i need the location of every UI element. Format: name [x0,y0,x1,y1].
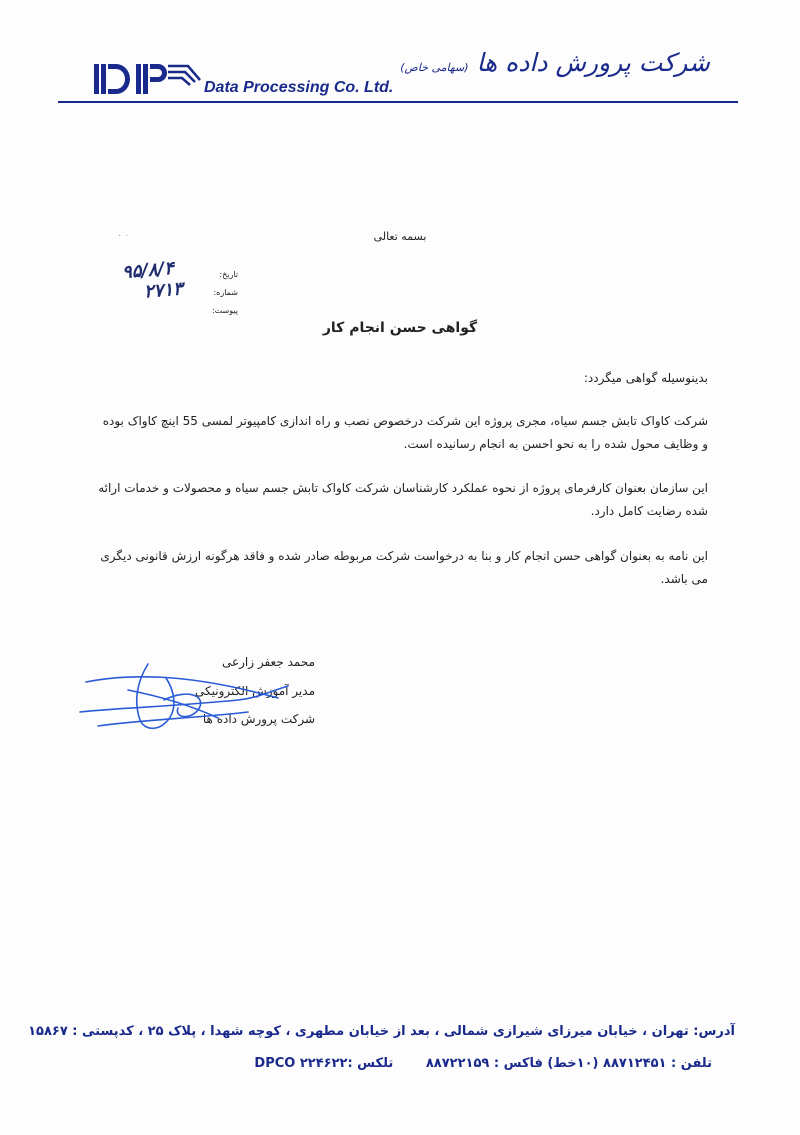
dp-logo [92,62,204,96]
number-label: شماره: [213,288,238,297]
paragraph-1: شرکت کاواک تابش جسم سیاه، مجری پروژه این شرکت درخصوص نصب و راه اندازی کامپیوتر لمسی 55 اینچ کاواک بوده و وظایف محول شده را به نحو احسن به انجام رسانیده است. [102,414,708,451]
number-value: ۲۷۱۳ [143,278,184,303]
signer-company: شرکت پرورش داده ها [202,712,315,726]
paragraph-3: این نامه به بعنوان گواهی حسن انجام کار و بنا به درخواست شرکت مربوطه صادر شده و فاقد هرگونه ارزش قانونی دیگری می باشد. [100,549,708,586]
date-label: تاریخ: [219,270,238,279]
paragraph-2: این سازمان بعنوان کارفرمای پروژه از نحوه عملکرد کارشناسان شرکت کاواک تابش جسم سیاه و محصولات و خدمات ارائه شده رضایت کامل دارد. [98,481,708,518]
signer-name: محمد جعفر زارعی [221,655,315,669]
signer-role: مدیر آموزش الکترونیکی [195,684,315,698]
date-value: ۹۵/۸/۴ [121,257,175,284]
footer-phone-fax: تلفن : ۸۸۷۱۲۴۵۱ (۱۰خط) فاکس : ۸۸۷۲۲۱۵۹ [425,1056,712,1071]
attachment-label: پیوست: [211,306,238,315]
company-name-fa [400,48,710,77]
bismillah-heading: بسمه تعالی [373,230,427,243]
document-title: گواهی حسن انجام کار [322,320,478,336]
company-name-fa-main: شرکت پرورش داده ها [476,48,710,77]
footer-address: آدرس: تهران ، خیابان میرزای شیرازی شمالی ، بعد از خیابان مطهری ، کوچه شهدا ، پلاک ۲۵ ، کدپستی : ۱۵۸۶۷ [28,1024,735,1039]
intro-line: بدینوسیله گواهی میگردد: [583,371,708,385]
footer-contact [254,1056,712,1071]
company-type-fa: (سهامی خاص) [400,61,469,74]
footer-telex: تلکس :DPCO ۲۲۴۶۲۲ [254,1056,394,1071]
decorative-dots: ·· [118,231,133,242]
company-name-en: Data Processing Co. Ltd. [204,79,394,96]
handwritten-signature [78,660,298,740]
header-divider [58,101,738,103]
